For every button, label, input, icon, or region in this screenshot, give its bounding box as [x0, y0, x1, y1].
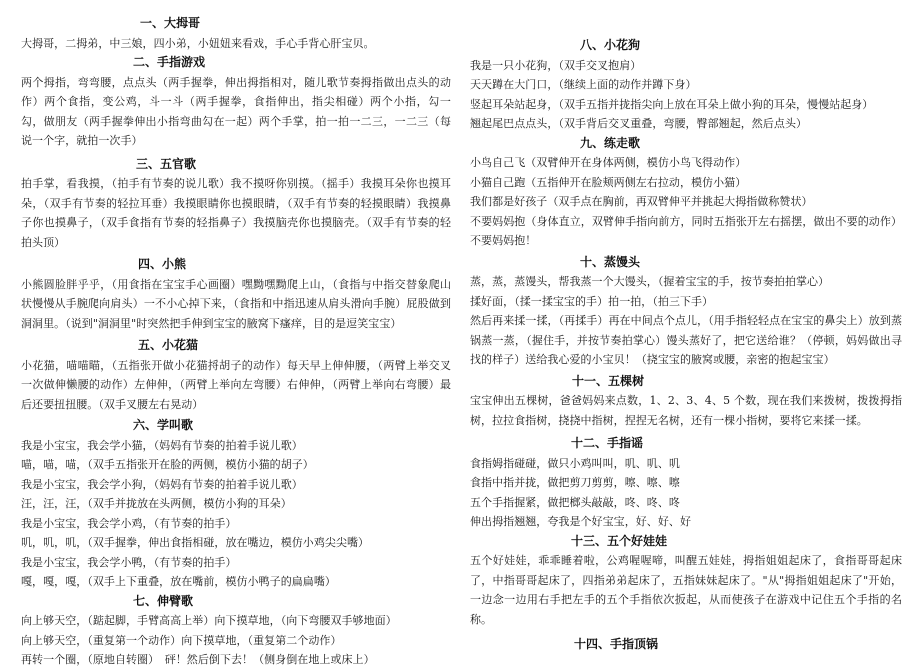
song-line: 喵，喵，喵，（双手五指张开在脸的两侧，模仿小猫的胡子）	[21, 458, 314, 471]
section-text: 两个拇指，弯弯腰，点点头（两手握拳，伸出拇指相对，随儿歌节奏拇指做出点头的动作）两个食指，变公鸡，斗一斗（两手握拳，食指伸出，指尖相碰）两个小指，勾一勾，做朋友（两手握拳伸出小指弯曲勾在一起）两个手掌，拍一拍一二三，一二三（每说一个字，就拍一次手）	[21, 75, 451, 147]
section-thumb-brother	[21, 14, 451, 53]
song-line: 嘎，嘎，嘎，（双手上下重叠，放在嘴前，模仿小鸭子的扁扁嘴）	[21, 575, 336, 588]
section-text: 五个好娃娃，乖乖睡着啦，公鸡喔喔啼，叫醒五娃娃，拇指姐姐起床了，食指哥哥起床了，中指哥哥起床了，四指弟弟起床了，五指妹妹起床了。"从"拇指姐姐起床了"开始，一边念一边用右手把左手的五个手指依次扳起，从而使孩子在游戏中记住五个手指的名称。	[470, 554, 902, 626]
section-text: 拍手掌，看我摸，（拍手有节奏的说儿歌）我不摸呀你别摸。（摇手）我摸耳朵你也摸耳朵，（双手有节奏的轻拉耳垂）我摸眼睛你也摸眼睛，（双手有节奏的轻摸眼睛）我摸鼻子你也摸鼻子，（双手食指有节奏的轻指鼻子）我摸脑壳你也摸脑壳。（双手有节奏的轻拍头顶）	[21, 177, 451, 249]
song-line: 向上够天空，（踮起脚，手臂高高上举）向下摸草地，（向下弯腰双手够地面）	[21, 614, 397, 627]
song-line: 我是小宝宝，我会学小鸡，（有节奏的拍手）	[21, 516, 237, 530]
section-little-dog	[470, 36, 902, 134]
section-text: 不要妈妈抱（身体直立，双臂伸手指向前方，同时五指张开左右摇摆，做出不要的动作）不要妈妈抱！	[470, 214, 902, 247]
song-line: 揉好面，（揉一揉宝宝的手）拍一拍，（拍三下手）	[470, 294, 714, 308]
section-title: 十二、手指谣	[571, 436, 644, 450]
section-title: 六、学叫歌	[133, 418, 194, 432]
section-five-trees	[470, 372, 902, 431]
right-column	[470, 36, 902, 655]
section-text: 大拇哥，二拇弟，中三娘，四小弟，小妞妞来看戏，手心手背心肝宝贝。	[21, 36, 375, 50]
section-title: 十一、五棵树	[572, 373, 645, 388]
left-column	[21, 14, 451, 670]
section-title: 一、大拇哥	[140, 16, 201, 30]
song-line: 我们都是好孩子（双手点在胸前，再双臂伸平并挑起大拇指做称赞状）	[470, 195, 813, 208]
section-text: 宝宝伸出五棵树，爸爸妈妈来点数，1、2、3、4、5 个数，现在我们来拨树，拨拨拇指树，拉拉食指树，挠挠中指树，捏捏无名树，还有一棵小指树，要将它来揉一揉。	[470, 394, 902, 427]
song-line: 食指姆指碰碰，做只小鸡叫叫，叽、叽、叽	[470, 456, 680, 470]
section-text: 小熊圆脸胖乎乎，（用食指在宝宝手心画圈）嘿黝嘿黝爬上山，（食指与中指交替象爬山状慢慢从手腕爬向肩头）一不小心掉下来，（食指和中指迅速从肩头滑向手腕）屁股做到洞洞里。（说到"洞洞里"时突然把手伸到宝宝的腋窝下瘙痒，目的是逗笑宝宝）	[21, 277, 451, 330]
section-title: 四、小熊	[138, 257, 187, 271]
section-text: 小花猫，喵喵瞄，（五指张开做小花猫捋胡子的动作）每天早上伸伸腰，（两臂上举交叉一次做伸懒腰的动作）左伸伸，（两臂上举向左弯腰）右伸伸，（两臂上举向右弯腰）最后还要扭扭腰。（双手叉腰左右晃动）	[21, 358, 451, 411]
section-finger-pot	[470, 635, 902, 655]
section-title: 十四、手指顶锅	[574, 637, 659, 651]
section-title: 八、小花狗	[580, 38, 641, 52]
section-finger-game	[21, 53, 451, 151]
song-line: 我是小宝宝，我会学小狗，（妈妈有节奏的拍着手说儿歌）	[21, 477, 303, 491]
song-line: 再转一个圈，（原地自转圈） 砰！然后倒下去！（侧身倒在地上或床上）	[21, 653, 375, 666]
section-steamed-buns	[470, 253, 902, 370]
song-line: 我是小宝宝，我会学小鸭，（有节奏的拍手）	[21, 555, 237, 569]
section-five-good-dolls	[470, 532, 902, 630]
song-line: 我是一只小花狗，（双手交叉抱肩）	[470, 58, 642, 72]
section-animal-sounds-song	[21, 416, 451, 592]
song-line: 小鸟自己飞（双臂伸开在身体两侧，模仿小鸟飞得动作）	[470, 156, 747, 169]
section-walking-song	[470, 134, 902, 251]
section-little-cat	[21, 336, 451, 414]
song-line: 伸出拇指翘翘，夸我是个好宝宝，好、好、好	[470, 515, 691, 528]
song-line: 翘起尾巴点点头，（双手背后交叉重叠，弯腰，臀部翘起，然后点头）	[470, 117, 808, 130]
song-line: 我是小宝宝，我会学小猫，（妈妈有节奏的拍着手说儿歌）	[21, 438, 303, 452]
section-text: 然后再来揉一揉，（再揉手）再在中间点个点儿，（用手指轻轻点在宝宝的鼻尖上）放到蒸锅蒸一蒸，（握住手，并按节奏拍掌心）馒头蒸好了，把它送给谁？（停顿，妈妈做出寻找的样子）送给我心爱的小宝贝！（挠宝宝的腋窝或腰，亲密的抱起宝宝）	[470, 314, 902, 366]
section-title: 十、蒸馒头	[580, 254, 641, 269]
section-little-bear	[21, 255, 451, 333]
section-finger-rhyme	[470, 434, 902, 532]
section-title: 七、伸臂歌	[133, 593, 194, 608]
song-line: 食指中指并拢，做把剪刀剪剪，嚓、嚓、嚓	[470, 476, 680, 489]
section-title: 九、练走歌	[580, 135, 641, 150]
section-title: 十三、五个好娃娃	[571, 533, 668, 548]
song-line: 竖起耳朵站起身，（双手五指并拢指尖向上放在耳朵上做小狗的耳朵，慢慢站起身）	[470, 97, 874, 111]
section-title: 二、手指游戏	[133, 55, 206, 69]
song-line: 五个手指握紧，做把榔头敲敲，咚、咚、咚	[470, 495, 680, 509]
song-line: 叽，叽，叽，（双手握拳，伸出食指相碰，放在嘴边，模仿小鸡尖尖嘴）	[21, 536, 370, 549]
section-title: 三、五官歌	[136, 156, 197, 171]
section-arm-stretch-song	[21, 592, 451, 670]
song-line: 汪，汪，汪，（双手并拢放在头两侧，模仿小狗的耳朵）	[21, 497, 292, 510]
song-line: 蒸，蒸，蒸馒头，帮我蒸一个大馒头，（握着宝宝的手，按节奏拍拍掌心）	[470, 275, 830, 288]
section-facial-features-song	[21, 155, 451, 253]
section-title: 五、小花猫	[138, 338, 199, 352]
song-line: 向上够天空，（重复第一个动作）向下摸草地，（重复第二个动作）	[21, 633, 342, 647]
song-line: 小猫自己跑（五指伸开在脸颊两侧左右拉动，模仿小猫）	[470, 175, 747, 189]
song-line: 天天蹲在大门口，（继续上面的动作并蹲下身）	[470, 78, 697, 91]
